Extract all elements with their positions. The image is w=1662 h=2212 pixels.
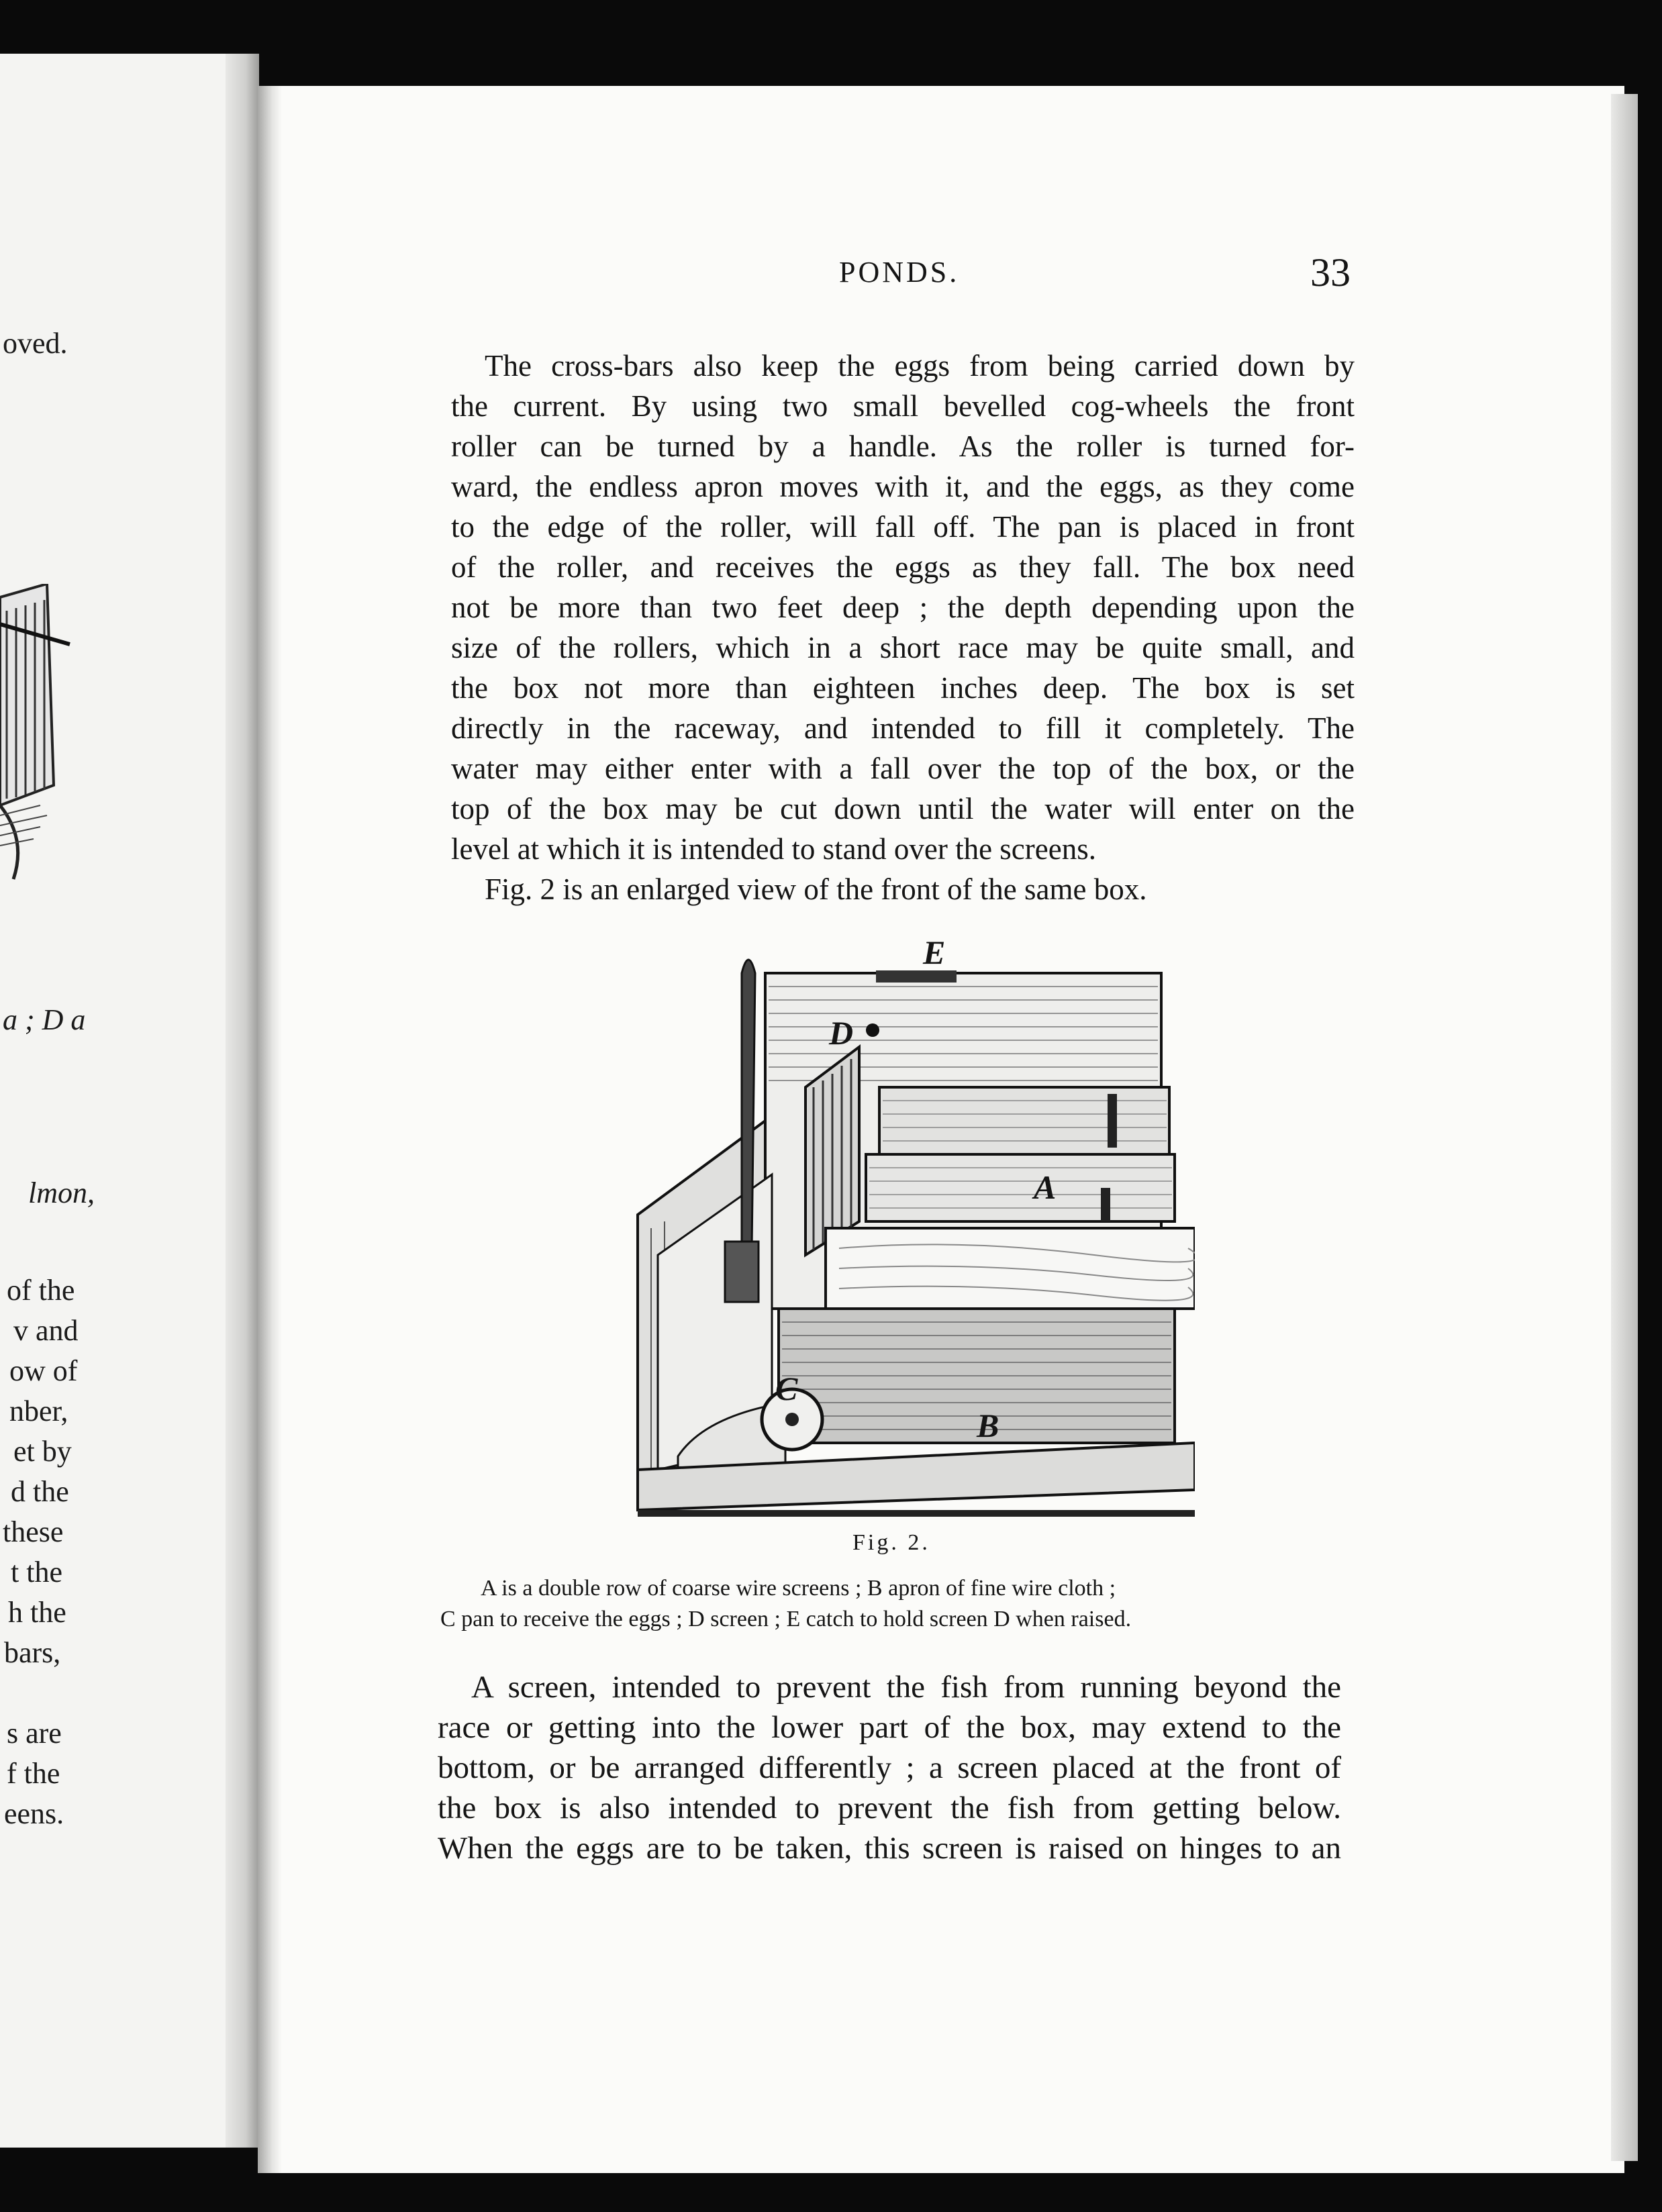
text-line: roller can be turned by a handle. As the roller is turned for- (451, 430, 1355, 463)
left-fragment-16: eens. (4, 1797, 64, 1830)
text-line: of the roller, and receives the eggs as they fall. The box need (451, 550, 1355, 584)
left-fragment-2: a ; D a (3, 1003, 86, 1036)
figure-label-b: B (977, 1407, 999, 1444)
text-line: water may either enter with a fall over the top of the box, or the (451, 752, 1355, 785)
left-fragment-11: t the (11, 1556, 62, 1589)
text-line: race or getting into the lower part of the box, may extend to the (438, 1710, 1341, 1745)
text-line: bottom, or be arranged differently ; a screen placed at the front of (438, 1750, 1341, 1785)
left-fragment-4: of the (7, 1274, 75, 1307)
text-line: The cross-bars also keep the eggs from being carried down by (485, 349, 1355, 383)
text-line: top of the box may be cut down until the water will enter on the (451, 792, 1355, 825)
left-fragment-5: v and (13, 1314, 79, 1347)
figure-title: Fig. 2. (852, 1530, 930, 1555)
page-number: 33 (1310, 250, 1351, 295)
text-line: ward, the endless apron moves with it, and the eggs, as they come (451, 470, 1355, 503)
figure-label-a: A (1034, 1168, 1057, 1206)
right-page-edge (1611, 94, 1638, 2161)
left-page-illustration (0, 584, 74, 893)
fig-2-drawing (624, 933, 1195, 1523)
left-fragment-15: f the (7, 1757, 60, 1790)
text-line: the current. By using two small bevelled cog-wheels the front (451, 389, 1355, 423)
text-line: Fig. 2 is an enlarged view of the front of the same box. (485, 872, 1147, 906)
running-header: PONDS. (839, 256, 960, 289)
figure-2-illustration (624, 933, 1195, 1523)
text-line: directly in the raceway, and intended to fill it completely. The (451, 711, 1355, 745)
text-line: the box not more than eighteen inches deep. The box is set (451, 671, 1355, 705)
left-fragment-13: bars, (4, 1636, 61, 1669)
text-line: not be more than two feet deep ; the depth depending upon the (451, 591, 1355, 624)
text-line: to the edge of the roller, will fall off. The pan is placed in front (451, 510, 1355, 544)
text-line: level at which it is intended to stand over the screens. (451, 832, 1096, 866)
figure-caption-line: C pan to receive the eggs ; D screen ; E catch to hold screen D when raised. (440, 1607, 1132, 1631)
left-fragment-14: s are (7, 1717, 62, 1750)
left-fragment-10: these (3, 1515, 64, 1548)
figure-label-c: C (775, 1370, 798, 1407)
text-line: the box is also intended to prevent the fish from getting below. (438, 1791, 1341, 1825)
text-line: size of the rollers, which in a short race may be quite small, and (451, 631, 1355, 664)
left-fragment-9: d the (11, 1475, 69, 1508)
text-line: A screen, intended to prevent the fish from running beyond the (471, 1670, 1341, 1705)
figure-caption-line: A is a double row of coarse wire screens ; B apron of fine wire cloth ; (481, 1576, 1116, 1601)
left-fragment-1: oved. (3, 327, 68, 360)
left-page-gutter (226, 54, 259, 2148)
left-fragment-6: ow of (9, 1354, 78, 1387)
text-line: When the eggs are to be taken, this screen is raised on hinges to an (438, 1831, 1341, 1866)
left-fragment-3: lmon, (28, 1176, 95, 1209)
figure-label-d: D (829, 1014, 854, 1052)
left-fragment-7: nber, (9, 1395, 68, 1427)
figure-label-e: E (923, 934, 946, 971)
left-fragment-12: h the (8, 1596, 66, 1629)
main-page-binding-shadow (258, 86, 282, 2173)
left-fragment-8: et by (13, 1435, 72, 1468)
